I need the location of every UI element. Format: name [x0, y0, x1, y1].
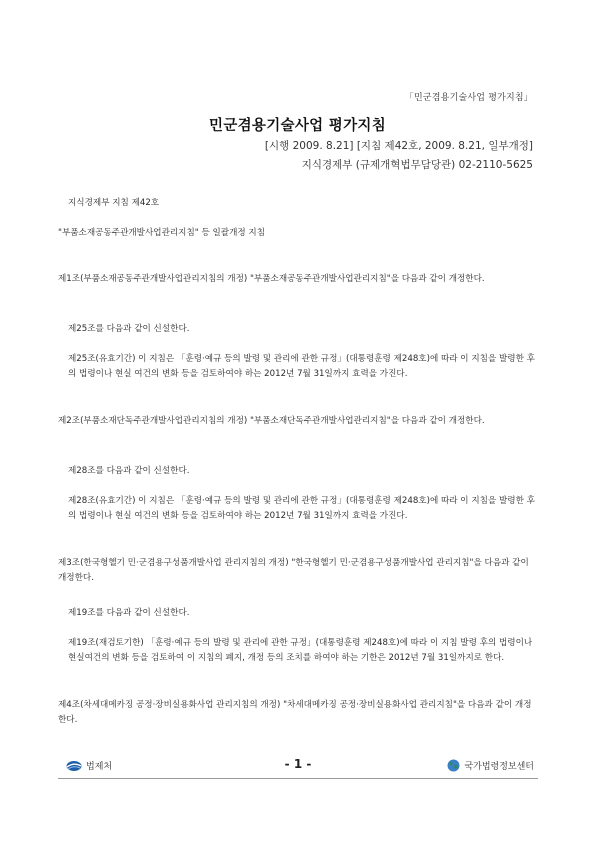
paragraph-article-1: 제1조(부품소재공동주관개발사업관리지침의 개정) "부품소재공동주관개발사업관리지침"을 다음과 같이 개정한다. [58, 274, 485, 284]
paragraph-article-19: 제19조(재검토기한) 「훈령·예규 등의 발령 및 관리에 관한 규정」(대통령훈령 제248호)에 따라 이 지침 발령 후의 법령이나 현실여건의 변화 등을 검토하여 이 지침의 폐지, 개정 등의 조치를 하여야 하는 기한은 2012년 7월 31일까지로 한다. [68, 638, 533, 663]
paragraph-amendment-title: "부품소재공동주관개발사업관리지침" 등 일괄개정 지침 [58, 228, 266, 238]
paragraph-article-2: 제2조(부품소재단독주관개발사업관리지침의 개정) "부품소재단독주관개발사업관리지침"을 다음과 같이 개정한다. [58, 416, 485, 426]
paragraph-article-19-insert: 제19조를 다음과 같이 신설한다. [68, 608, 190, 618]
header-tag: 「민군겸용기술사업 평가지침」 [404, 93, 533, 103]
paragraph-article-28-insert: 제28조를 다음과 같이 신설한다. [68, 466, 190, 476]
paragraph-article-25-insert: 제25조를 다음과 같이 신설한다. [68, 324, 190, 334]
paragraph-article-28: 제28조(유효기간) 이 지침은 「훈령·예규 등의 발령 및 관리에 관한 규정」(대통령훈령 제248호)에 따라 이 지침을 발령한 후의 법령이나 현실 여건의 변화 등을 검토하여야 하는 2012년 7월 31일까지 효력을 가진다. [68, 496, 535, 521]
footer-left-label: 법제처 [86, 762, 113, 772]
paragraph-notice-number: 지식경제부 지침 제42호 [68, 198, 160, 208]
footer-right [447, 759, 534, 772]
document-title: 민군겸용기술사업 평가지침 [208, 118, 387, 134]
page-number: - 1 - [284, 757, 312, 771]
globe-icon [447, 759, 460, 772]
paragraph-article-3: 제3조(한국형헬기 민·군겸용구성품개발사업 관리지침의 개정) "한국형헬기 민·군겸용구성품개발사업 관리지침"을 다음과 같이 개정한다. [58, 558, 529, 583]
paragraph-article-25: 제25조(유효기간) 이 지침은 「훈령·예규 등의 발령 및 관리에 관한 규정」(대통령훈령 제248호)에 따라 이 지침을 발령한 후의 법령이나 현실 여건의 변화 등을 검토하여야 하는 2012년 7월 31일까지 효력을 가진다. [68, 354, 535, 379]
footer-right-label: 국가법령정보센터 [464, 762, 534, 772]
paragraph-article-4: 제4조(차세대메카징 공정·장비실용화사업 관리지침의 개정) "차세대메카징 공정·장비실용화사업 관리지침"을 다음과 같이 개정한다. [58, 700, 532, 725]
department-line: 지식경제부 (규제개혁법무담당관) 02-2110-5625 [301, 159, 533, 171]
footer-divider [58, 778, 538, 779]
document-subtitle: [시행 2009. 8.21] [지침 제42호, 2009. 8.21, 일부개정] [264, 140, 533, 152]
page-footer [58, 757, 538, 775]
